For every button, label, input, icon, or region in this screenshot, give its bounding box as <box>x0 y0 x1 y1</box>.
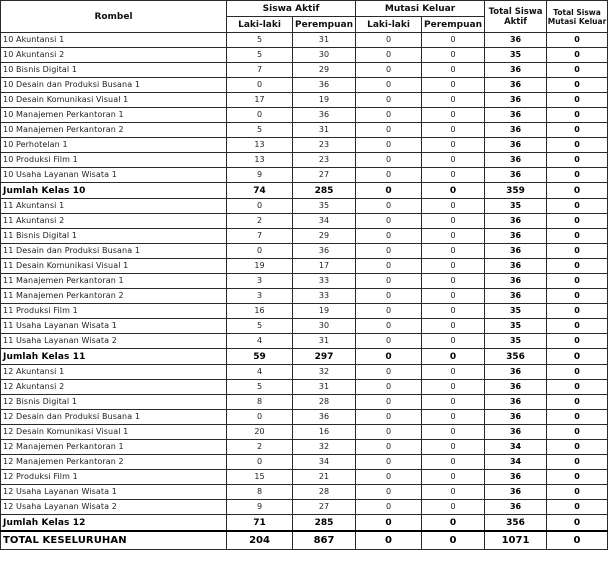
cell-total-mutasi: 0 <box>547 425 608 440</box>
cell-mutasi-perempuan: 0 <box>422 440 485 455</box>
table-body <box>1 33 608 550</box>
cell-aktif-perempuan: 36 <box>293 78 356 93</box>
cell-aktif-perempuan: 31 <box>293 123 356 138</box>
cell-rombel: Jumlah Kelas 12 <box>1 515 227 532</box>
cell-aktif-perempuan: 285 <box>293 183 356 199</box>
cell-mutasi-laki-laki: 0 <box>356 108 422 123</box>
header-total-mutasi: Total Siswa Mutasi Keluar <box>547 1 608 33</box>
cell-aktif-laki-laki: 59 <box>227 349 293 365</box>
cell-total-mutasi: 0 <box>547 259 608 274</box>
subtotal-row <box>1 349 608 365</box>
cell-total-aktif: 1071 <box>485 531 547 550</box>
cell-rombel: 10 Manajemen Perkantoran 1 <box>1 108 227 123</box>
cell-mutasi-perempuan: 0 <box>422 425 485 440</box>
cell-aktif-laki-laki: 2 <box>227 440 293 455</box>
cell-aktif-perempuan: 27 <box>293 168 356 183</box>
cell-mutasi-perempuan: 0 <box>422 244 485 259</box>
cell-total-aktif: 35 <box>485 319 547 334</box>
cell-total-mutasi: 0 <box>547 304 608 319</box>
cell-total-mutasi: 0 <box>547 319 608 334</box>
cell-mutasi-perempuan: 0 <box>422 123 485 138</box>
cell-total-mutasi: 0 <box>547 244 608 259</box>
cell-mutasi-perempuan: 0 <box>422 259 485 274</box>
cell-mutasi-laki-laki: 0 <box>356 199 422 214</box>
cell-mutasi-laki-laki: 0 <box>356 289 422 304</box>
cell-mutasi-laki-laki: 0 <box>356 78 422 93</box>
cell-rombel: 10 Produksi Film 1 <box>1 153 227 168</box>
cell-total-mutasi: 0 <box>547 440 608 455</box>
header-total-aktif: Total Siswa Aktif <box>485 1 547 33</box>
cell-aktif-laki-laki: 17 <box>227 93 293 108</box>
cell-total-aktif: 36 <box>485 108 547 123</box>
cell-total-aktif: 36 <box>485 33 547 48</box>
cell-mutasi-perempuan: 0 <box>422 515 485 532</box>
cell-mutasi-perempuan: 0 <box>422 93 485 108</box>
cell-total-aktif: 356 <box>485 515 547 532</box>
cell-total-mutasi: 0 <box>547 63 608 78</box>
cell-mutasi-laki-laki: 0 <box>356 395 422 410</box>
cell-aktif-laki-laki: 3 <box>227 274 293 289</box>
cell-aktif-laki-laki: 0 <box>227 199 293 214</box>
cell-aktif-perempuan: 31 <box>293 33 356 48</box>
cell-rombel: 12 Manajemen Perkantoran 1 <box>1 440 227 455</box>
cell-total-aktif: 36 <box>485 153 547 168</box>
table-row <box>1 380 608 395</box>
cell-rombel: 11 Produksi Film 1 <box>1 304 227 319</box>
cell-aktif-perempuan: 33 <box>293 274 356 289</box>
cell-total-mutasi: 0 <box>547 48 608 63</box>
cell-rombel: 12 Usaha Layanan Wisata 2 <box>1 500 227 515</box>
cell-mutasi-laki-laki: 0 <box>356 425 422 440</box>
cell-mutasi-laki-laki: 0 <box>356 244 422 259</box>
cell-total-mutasi: 0 <box>547 515 608 532</box>
cell-mutasi-laki-laki: 0 <box>356 93 422 108</box>
cell-total-mutasi: 0 <box>547 334 608 349</box>
cell-mutasi-perempuan: 0 <box>422 108 485 123</box>
cell-total-mutasi: 0 <box>547 33 608 48</box>
cell-aktif-perempuan: 33 <box>293 289 356 304</box>
cell-total-mutasi: 0 <box>547 93 608 108</box>
cell-total-mutasi: 0 <box>547 199 608 214</box>
cell-total-aktif: 36 <box>485 410 547 425</box>
cell-mutasi-laki-laki: 0 <box>356 304 422 319</box>
cell-mutasi-perempuan: 0 <box>422 229 485 244</box>
cell-mutasi-perempuan: 0 <box>422 48 485 63</box>
cell-rombel: 12 Bisnis Digital 1 <box>1 395 227 410</box>
cell-aktif-perempuan: 34 <box>293 455 356 470</box>
cell-mutasi-perempuan: 0 <box>422 153 485 168</box>
cell-aktif-laki-laki: 15 <box>227 470 293 485</box>
cell-aktif-perempuan: 867 <box>293 531 356 550</box>
table-row <box>1 199 608 214</box>
cell-rombel: 12 Usaha Layanan Wisata 1 <box>1 485 227 500</box>
table-row <box>1 319 608 334</box>
cell-total-mutasi: 0 <box>547 500 608 515</box>
cell-total-aktif: 36 <box>485 93 547 108</box>
header-mutasi-perempuan: Perempuan <box>422 17 485 33</box>
cell-total-mutasi: 0 <box>547 274 608 289</box>
cell-total-aktif: 36 <box>485 138 547 153</box>
cell-mutasi-laki-laki: 0 <box>356 274 422 289</box>
table-row <box>1 395 608 410</box>
cell-total-aktif: 36 <box>485 244 547 259</box>
cell-total-mutasi: 0 <box>547 123 608 138</box>
cell-mutasi-laki-laki: 0 <box>356 138 422 153</box>
cell-mutasi-laki-laki: 0 <box>356 515 422 532</box>
cell-total-mutasi: 0 <box>547 531 608 550</box>
header-aktif-laki-laki: Laki-laki <box>227 17 293 33</box>
cell-total-aktif: 34 <box>485 440 547 455</box>
cell-rombel: 11 Manajemen Perkantoran 1 <box>1 274 227 289</box>
cell-aktif-laki-laki: 0 <box>227 78 293 93</box>
cell-aktif-laki-laki: 13 <box>227 153 293 168</box>
cell-mutasi-laki-laki: 0 <box>356 334 422 349</box>
table-row <box>1 229 608 244</box>
cell-aktif-perempuan: 31 <box>293 334 356 349</box>
cell-mutasi-perempuan: 0 <box>422 410 485 425</box>
cell-mutasi-perempuan: 0 <box>422 168 485 183</box>
cell-mutasi-perempuan: 0 <box>422 319 485 334</box>
cell-total-aktif: 36 <box>485 274 547 289</box>
cell-total-mutasi: 0 <box>547 153 608 168</box>
cell-aktif-perempuan: 17 <box>293 259 356 274</box>
cell-mutasi-perempuan: 0 <box>422 78 485 93</box>
cell-aktif-perempuan: 23 <box>293 138 356 153</box>
cell-total-aktif: 359 <box>485 183 547 199</box>
cell-total-mutasi: 0 <box>547 365 608 380</box>
cell-aktif-perempuan: 23 <box>293 153 356 168</box>
table-row <box>1 63 608 78</box>
cell-total-mutasi: 0 <box>547 214 608 229</box>
cell-total-aktif: 36 <box>485 365 547 380</box>
table-row <box>1 334 608 349</box>
cell-aktif-perempuan: 32 <box>293 365 356 380</box>
cell-aktif-laki-laki: 4 <box>227 365 293 380</box>
cell-rombel: TOTAL KESELURUHAN <box>1 531 227 550</box>
cell-total-mutasi: 0 <box>547 168 608 183</box>
cell-aktif-laki-laki: 204 <box>227 531 293 550</box>
table-row <box>1 48 608 63</box>
cell-mutasi-perempuan: 0 <box>422 199 485 214</box>
cell-mutasi-laki-laki: 0 <box>356 485 422 500</box>
cell-mutasi-perempuan: 0 <box>422 63 485 78</box>
subtotal-row <box>1 183 608 199</box>
cell-total-mutasi: 0 <box>547 410 608 425</box>
cell-mutasi-perempuan: 0 <box>422 365 485 380</box>
cell-total-aktif: 36 <box>485 259 547 274</box>
cell-total-aktif: 35 <box>485 334 547 349</box>
cell-rombel: Jumlah Kelas 11 <box>1 349 227 365</box>
cell-mutasi-perempuan: 0 <box>422 304 485 319</box>
cell-aktif-laki-laki: 7 <box>227 63 293 78</box>
cell-rombel: 10 Perhotelan 1 <box>1 138 227 153</box>
cell-mutasi-laki-laki: 0 <box>356 380 422 395</box>
cell-rombel: 11 Desain Komunikasi Visual 1 <box>1 259 227 274</box>
cell-aktif-laki-laki: 71 <box>227 515 293 532</box>
cell-total-aktif: 36 <box>485 395 547 410</box>
cell-total-aktif: 36 <box>485 214 547 229</box>
cell-aktif-laki-laki: 19 <box>227 259 293 274</box>
cell-aktif-laki-laki: 0 <box>227 244 293 259</box>
cell-aktif-perempuan: 36 <box>293 244 356 259</box>
cell-aktif-perempuan: 36 <box>293 108 356 123</box>
cell-mutasi-perempuan: 0 <box>422 500 485 515</box>
cell-total-aktif: 36 <box>485 229 547 244</box>
cell-total-mutasi: 0 <box>547 183 608 199</box>
header-mutasi-laki-laki: Laki-laki <box>356 17 422 33</box>
cell-total-aktif: 36 <box>485 425 547 440</box>
cell-rombel: 11 Usaha Layanan Wisata 1 <box>1 319 227 334</box>
cell-total-aktif: 36 <box>485 380 547 395</box>
cell-rombel: 11 Akuntansi 2 <box>1 214 227 229</box>
cell-aktif-laki-laki: 3 <box>227 289 293 304</box>
cell-aktif-perempuan: 28 <box>293 395 356 410</box>
cell-aktif-laki-laki: 0 <box>227 455 293 470</box>
cell-total-mutasi: 0 <box>547 470 608 485</box>
table-row <box>1 138 608 153</box>
cell-mutasi-laki-laki: 0 <box>356 410 422 425</box>
cell-aktif-laki-laki: 5 <box>227 319 293 334</box>
cell-total-mutasi: 0 <box>547 229 608 244</box>
cell-mutasi-perempuan: 0 <box>422 33 485 48</box>
cell-rombel: 12 Desain dan Produksi Busana 1 <box>1 410 227 425</box>
cell-rombel: 12 Produksi Film 1 <box>1 470 227 485</box>
table-header <box>1 1 608 33</box>
cell-total-aktif: 35 <box>485 199 547 214</box>
cell-aktif-laki-laki: 74 <box>227 183 293 199</box>
cell-rombel: 10 Akuntansi 1 <box>1 33 227 48</box>
cell-mutasi-laki-laki: 0 <box>356 214 422 229</box>
cell-mutasi-laki-laki: 0 <box>356 259 422 274</box>
cell-mutasi-perempuan: 0 <box>422 214 485 229</box>
cell-aktif-laki-laki: 16 <box>227 304 293 319</box>
cell-rombel: 11 Manajemen Perkantoran 2 <box>1 289 227 304</box>
cell-aktif-laki-laki: 0 <box>227 108 293 123</box>
cell-mutasi-laki-laki: 0 <box>356 349 422 365</box>
cell-aktif-laki-laki: 5 <box>227 380 293 395</box>
header-siswa-aktif: Siswa Aktif <box>227 1 356 17</box>
cell-aktif-perempuan: 29 <box>293 63 356 78</box>
cell-total-aktif: 35 <box>485 48 547 63</box>
cell-mutasi-laki-laki: 0 <box>356 455 422 470</box>
table-row <box>1 123 608 138</box>
cell-mutasi-laki-laki: 0 <box>356 123 422 138</box>
cell-mutasi-laki-laki: 0 <box>356 229 422 244</box>
cell-mutasi-perempuan: 0 <box>422 531 485 550</box>
cell-total-mutasi: 0 <box>547 485 608 500</box>
cell-aktif-perempuan: 16 <box>293 425 356 440</box>
cell-rombel: 10 Usaha Layanan Wisata 1 <box>1 168 227 183</box>
cell-aktif-laki-laki: 20 <box>227 425 293 440</box>
cell-total-mutasi: 0 <box>547 108 608 123</box>
cell-rombel: 12 Akuntansi 2 <box>1 380 227 395</box>
cell-total-mutasi: 0 <box>547 455 608 470</box>
cell-aktif-perempuan: 30 <box>293 48 356 63</box>
cell-rombel: Jumlah Kelas 10 <box>1 183 227 199</box>
cell-rombel: 11 Desain dan Produksi Busana 1 <box>1 244 227 259</box>
table-row <box>1 289 608 304</box>
cell-total-mutasi: 0 <box>547 395 608 410</box>
table-row <box>1 425 608 440</box>
cell-rombel: 11 Usaha Layanan Wisata 2 <box>1 334 227 349</box>
cell-aktif-laki-laki: 13 <box>227 138 293 153</box>
table-row <box>1 259 608 274</box>
cell-aktif-laki-laki: 5 <box>227 123 293 138</box>
cell-total-mutasi: 0 <box>547 380 608 395</box>
cell-aktif-perempuan: 28 <box>293 485 356 500</box>
cell-total-aktif: 36 <box>485 470 547 485</box>
cell-mutasi-laki-laki: 0 <box>356 470 422 485</box>
cell-mutasi-perempuan: 0 <box>422 138 485 153</box>
cell-total-aktif: 36 <box>485 168 547 183</box>
cell-total-mutasi: 0 <box>547 349 608 365</box>
cell-aktif-perempuan: 31 <box>293 380 356 395</box>
cell-rombel: 12 Akuntansi 1 <box>1 365 227 380</box>
table-row <box>1 274 608 289</box>
table-row <box>1 485 608 500</box>
cell-mutasi-laki-laki: 0 <box>356 48 422 63</box>
cell-rombel: 11 Akuntansi 1 <box>1 199 227 214</box>
table-row <box>1 470 608 485</box>
table-row <box>1 33 608 48</box>
cell-aktif-perempuan: 35 <box>293 199 356 214</box>
cell-aktif-perempuan: 27 <box>293 500 356 515</box>
cell-rombel: 10 Akuntansi 2 <box>1 48 227 63</box>
cell-rombel: 10 Manajemen Perkantoran 2 <box>1 123 227 138</box>
table-row <box>1 244 608 259</box>
cell-total-aktif: 36 <box>485 500 547 515</box>
table-row <box>1 304 608 319</box>
cell-total-mutasi: 0 <box>547 138 608 153</box>
header-mutasi-keluar: Mutasi Keluar <box>356 1 485 17</box>
cell-total-aktif: 36 <box>485 63 547 78</box>
cell-total-aktif: 34 <box>485 455 547 470</box>
cell-aktif-perempuan: 19 <box>293 304 356 319</box>
table-row <box>1 410 608 425</box>
cell-total-aktif: 36 <box>485 485 547 500</box>
table-row <box>1 108 608 123</box>
cell-aktif-perempuan: 34 <box>293 214 356 229</box>
cell-mutasi-perempuan: 0 <box>422 485 485 500</box>
cell-aktif-perempuan: 32 <box>293 440 356 455</box>
cell-mutasi-laki-laki: 0 <box>356 168 422 183</box>
cell-total-aktif: 36 <box>485 123 547 138</box>
cell-total-aktif: 356 <box>485 349 547 365</box>
cell-mutasi-perempuan: 0 <box>422 183 485 199</box>
cell-aktif-laki-laki: 5 <box>227 48 293 63</box>
cell-mutasi-perempuan: 0 <box>422 274 485 289</box>
cell-mutasi-perempuan: 0 <box>422 349 485 365</box>
cell-mutasi-laki-laki: 0 <box>356 319 422 334</box>
subtotal-row <box>1 515 608 532</box>
table-row <box>1 153 608 168</box>
cell-rombel: 12 Manajemen Perkantoran 2 <box>1 455 227 470</box>
cell-mutasi-laki-laki: 0 <box>356 183 422 199</box>
table-row <box>1 455 608 470</box>
cell-mutasi-laki-laki: 0 <box>356 365 422 380</box>
table-row <box>1 365 608 380</box>
cell-mutasi-perempuan: 0 <box>422 334 485 349</box>
table-row <box>1 440 608 455</box>
cell-mutasi-laki-laki: 0 <box>356 440 422 455</box>
table-row <box>1 168 608 183</box>
cell-mutasi-laki-laki: 0 <box>356 500 422 515</box>
cell-aktif-laki-laki: 0 <box>227 410 293 425</box>
table-row <box>1 214 608 229</box>
cell-mutasi-laki-laki: 0 <box>356 153 422 168</box>
cell-mutasi-laki-laki: 0 <box>356 531 422 550</box>
cell-mutasi-laki-laki: 0 <box>356 33 422 48</box>
cell-aktif-laki-laki: 5 <box>227 33 293 48</box>
cell-rombel: 11 Bisnis Digital 1 <box>1 229 227 244</box>
cell-total-aktif: 35 <box>485 304 547 319</box>
cell-mutasi-perempuan: 0 <box>422 470 485 485</box>
cell-aktif-laki-laki: 4 <box>227 334 293 349</box>
cell-mutasi-perempuan: 0 <box>422 395 485 410</box>
cell-aktif-perempuan: 36 <box>293 410 356 425</box>
cell-mutasi-perempuan: 0 <box>422 455 485 470</box>
cell-total-aktif: 36 <box>485 289 547 304</box>
cell-aktif-laki-laki: 2 <box>227 214 293 229</box>
table-row <box>1 78 608 93</box>
cell-aktif-laki-laki: 8 <box>227 485 293 500</box>
cell-rombel: 10 Bisnis Digital 1 <box>1 63 227 78</box>
cell-aktif-perempuan: 297 <box>293 349 356 365</box>
cell-aktif-perempuan: 285 <box>293 515 356 532</box>
cell-aktif-perempuan: 30 <box>293 319 356 334</box>
cell-rombel: 10 Desain Komunikasi Visual 1 <box>1 93 227 108</box>
cell-rombel: 10 Desain dan Produksi Busana 1 <box>1 78 227 93</box>
cell-mutasi-perempuan: 0 <box>422 289 485 304</box>
cell-aktif-laki-laki: 9 <box>227 168 293 183</box>
cell-aktif-perempuan: 29 <box>293 229 356 244</box>
cell-aktif-laki-laki: 9 <box>227 500 293 515</box>
table-row <box>1 93 608 108</box>
cell-total-aktif: 36 <box>485 78 547 93</box>
cell-mutasi-perempuan: 0 <box>422 380 485 395</box>
cell-aktif-laki-laki: 8 <box>227 395 293 410</box>
cell-rombel: 12 Desain Komunikasi Visual 1 <box>1 425 227 440</box>
cell-total-mutasi: 0 <box>547 289 608 304</box>
table-row <box>1 500 608 515</box>
cell-aktif-laki-laki: 7 <box>227 229 293 244</box>
cell-mutasi-laki-laki: 0 <box>356 63 422 78</box>
header-aktif-perempuan: Perempuan <box>293 17 356 33</box>
cell-total-mutasi: 0 <box>547 78 608 93</box>
grand-total-row <box>1 531 608 550</box>
cell-aktif-perempuan: 19 <box>293 93 356 108</box>
cell-aktif-perempuan: 21 <box>293 470 356 485</box>
header-rombel: Rombel <box>1 1 227 33</box>
